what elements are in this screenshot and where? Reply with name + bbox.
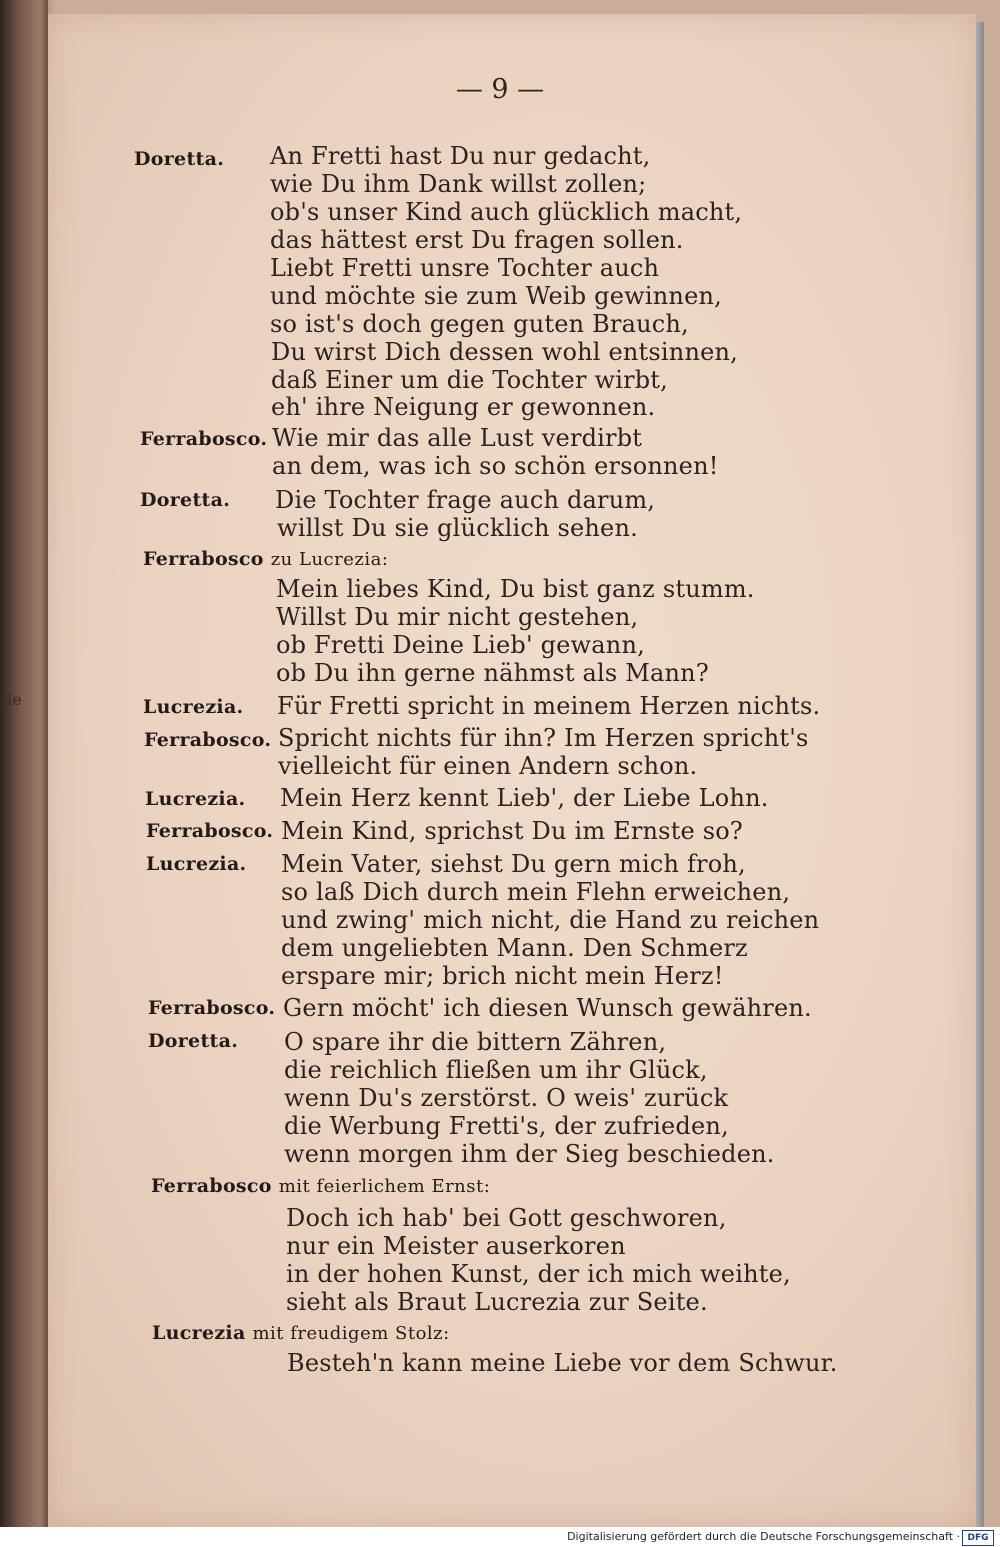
verse-line: wie Du ihm Dank willst zollen; [270, 170, 647, 198]
verse-line: Doch ich hab' bei Gott geschworen, [286, 1204, 727, 1232]
verse-line: Für Fretti spricht in meinem Herzen nichts. [277, 692, 821, 720]
speaker-label: Ferrabosco. [148, 997, 276, 1019]
verse-line: Mein Herz kennt Lieb', der Liebe Lohn. [280, 784, 769, 812]
verse-line: Mein liebes Kind, Du bist ganz stumm. [276, 575, 755, 603]
verse-line: Die Tochter frage auch darum, [275, 486, 656, 514]
verse-line: wenn morgen ihm der Sieg beschieden. [284, 1140, 775, 1168]
previous-page-fragment: de [2, 690, 22, 709]
verse-line: eh' ihre Neigung er gewonnen. [271, 393, 656, 421]
verse-line: O spare ihr die bittern Zähren, [284, 1028, 667, 1056]
verse-line: nur ein Meister auserkoren [286, 1232, 626, 1260]
verse-line: ob Fretti Deine Lieb' gewann, [276, 631, 645, 659]
verse-line: willst Du sie glücklich sehen. [277, 514, 638, 542]
verse-line: Wie mir das alle Lust verdirbt [272, 424, 643, 452]
stage-direction: mit feierlichem Ernst: [278, 1176, 491, 1197]
verse-line: Mein Vater, siehst Du gern mich froh, [281, 850, 746, 878]
speaker-label: Doretta. [134, 148, 225, 170]
verse-line: vielleicht für einen Andern schon. [278, 752, 698, 780]
verse-line: so laß Dich durch mein Flehn erweichen, [281, 878, 791, 906]
verse-line: daß Einer um die Tochter wirbt, [271, 366, 668, 394]
previous-page-edge [0, 0, 48, 1527]
verse-line: das hättest erst Du fragen sollen. [270, 226, 684, 254]
speaker-label: Doretta. [148, 1030, 239, 1052]
speaker-label: Ferrabosco zu Lucrezia: [143, 548, 389, 570]
verse-line: Liebt Fretti unsre Tochter auch [270, 254, 660, 282]
stage-direction: zu Lucrezia: [270, 549, 389, 570]
verse-line: in der hohen Kunst, der ich mich weihte, [286, 1260, 791, 1288]
speaker-label: Ferrabosco. [144, 729, 272, 751]
footer-bar [0, 1527, 1000, 1547]
verse-line: und möchte sie zum Weib gewinnen, [270, 282, 722, 310]
verse-line: die Werbung Fretti's, der zufrieden, [284, 1112, 729, 1140]
verse-line: und zwing' mich nicht, die Hand zu reichen [281, 906, 820, 934]
page-number: — 9 — [455, 74, 545, 105]
verse-line: die reichlich fließen um ihr Glück, [284, 1056, 708, 1084]
verse-line: an dem, was ich so schön ersonnen! [272, 452, 719, 480]
funding-credit: Digitalisierung gefördert durch die Deutsche Forschungsgemeinschaft · [567, 1530, 960, 1543]
verse-line: ob Du ihn gerne nähmst als Mann? [276, 659, 709, 687]
stage-direction: mit freudigem Stolz: [252, 1323, 450, 1344]
speaker-label: Ferrabosco mit feierlichem Ernst: [151, 1175, 491, 1197]
speaker-label: Doretta. [140, 489, 231, 511]
speaker-label: Ferrabosco. [146, 820, 274, 842]
speaker-label: Lucrezia mit freudigem Stolz: [152, 1322, 450, 1344]
verse-line: An Fretti hast Du nur gedacht, [270, 142, 651, 170]
speaker-label: Lucrezia. [145, 788, 246, 810]
verse-line: sieht als Braut Lucrezia zur Seite. [286, 1288, 708, 1316]
dfg-logo: DFG [962, 1530, 994, 1546]
verse-line: so ist's doch gegen guten Brauch, [270, 310, 689, 338]
speaker-label: Lucrezia. [146, 853, 247, 875]
verse-line: wenn Du's zerstörst. O weis' zurück [284, 1084, 729, 1112]
verse-line: Willst Du mir nicht gestehen, [276, 603, 639, 631]
verse-line: Du wirst Dich dessen wohl entsinnen, [271, 338, 738, 366]
verse-line: Mein Kind, sprichst Du im Ernste so? [281, 817, 744, 845]
verse-line: erspare mir; brich nicht mein Herz! [281, 962, 724, 990]
verse-line: Spricht nichts für ihn? Im Herzen spricht's [278, 724, 809, 752]
speaker-label: Lucrezia. [143, 696, 244, 718]
verse-line: dem ungeliebten Mann. Den Schmerz [281, 934, 748, 962]
speaker-label: Ferrabosco. [140, 428, 268, 450]
verse-line: Besteh'n kann meine Liebe vor dem Schwur. [287, 1349, 838, 1377]
verse-line: Gern möcht' ich diesen Wunsch gewähren. [283, 994, 812, 1022]
verse-line: ob's unser Kind auch glücklich macht, [270, 198, 743, 226]
